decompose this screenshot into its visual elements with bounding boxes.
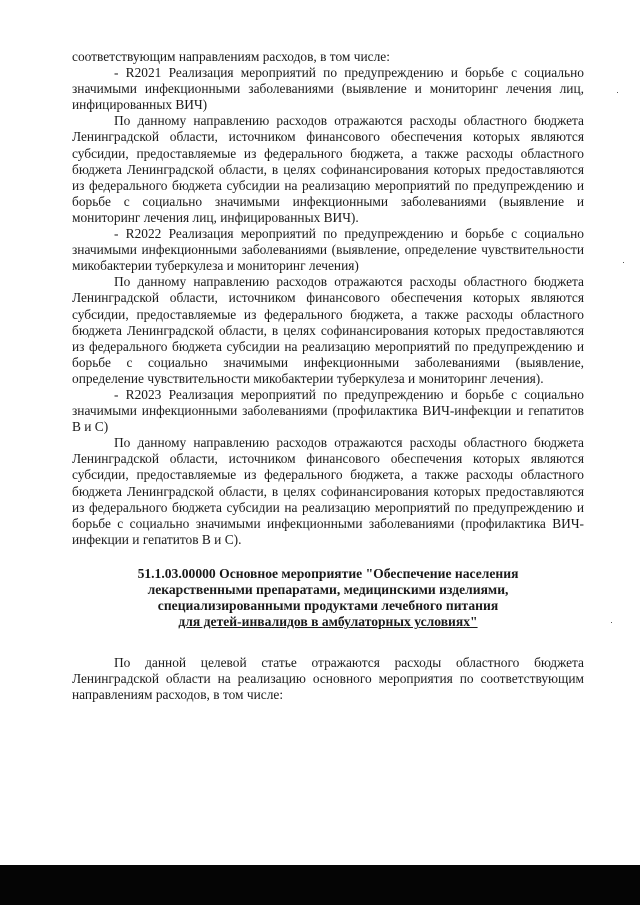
item-description-r2022: По данному направлению расходов отражаются расходы областного бюджета Ленинградской области, источником финансового обеспечения которых являются субсидии, предоставляемые из федерального бюджета, а также расходы областного бюджета Ленинградской области, в целях софинансирования которых предоставляются из федерального бюджета субсидии на реализацию мероприятий по предупреждению и борьбе с социально значимыми инфекционными заболеваниями (выявление, определение чувствительности микобактерии туберкулеза и мониторинг лечения). — [72, 274, 584, 386]
item-code-line-r2021: - R2021 Реализация мероприятий по предупреждению и борьбе с социально значимыми инфекционными заболеваниями (выявление и мониторинг лечения лиц, инфицированных ВИЧ) — [72, 65, 584, 113]
item-code-line-r2023: - R2023 Реализация мероприятий по предупреждению и борьбе с социально значимыми инфекционными заболеваниями (профилактика ВИЧ-инфекции и гепатитов В и С) — [72, 386, 584, 435]
intro-tail: соответствующим направлениям расходов, в том числе: — [72, 49, 390, 64]
scan-speck — [611, 622, 612, 623]
scan-speck — [617, 92, 618, 93]
section-heading — [72, 566, 584, 630]
scan-speck — [623, 262, 624, 263]
item-description-r2021: По данному направлению расходов отражаются расходы областного бюджета Ленинградской области, источником финансового обеспечения которых являются субсидии, предоставляемые из федерального бюджета, а также расходы областного бюджета Ленинградской области, в целях софинансирования которых предоставляются из федерального бюджета субсидии на реализацию мероприятий по предупреждению и борьбе с социально значимыми инфекционными заболеваниями (выявление и мониторинг лечения лиц, инфицированных ВИЧ). — [72, 113, 584, 225]
section-text: По данной целевой статье отражаются расходы областного бюджета Ленинградской области на реализацию основного мероприятия по соответствующим направлениям расходов, в том числе: — [72, 655, 584, 703]
item-description-r2023: По данному направлению расходов отражаются расходы областного бюджета Ленинградской области, источником финансового обеспечения которых являются субсидии, предоставляемые из федерального бюджета, а также расходы областного бюджета Ленинградской области, в целях софинансирования которых предоставляются из федерального бюджета субсидии на реализацию мероприятий по предупреждению и борьбе с социально значимыми инфекционными заболеваниями (профилактика ВИЧ-инфекции и гепатитов В и С). — [72, 435, 584, 547]
section-heading-line: лекарственными препаратами, медицинскими изделиями, — [147, 582, 509, 597]
scan-bottom-edge — [0, 865, 640, 905]
section-heading-line: 51.1.03.00000 Основное мероприятие "Обеспечение населения — [137, 565, 519, 581]
section-heading-line: специализированными продуктами лечебного питания — [157, 598, 499, 614]
item-code-line-r2022: - R2022 Реализация мероприятий по предупреждению и борьбе с социально значимыми инфекционными заболеваниями (выявление, определение чувствительности микобактерии туберкулеза и мониторинг лечения) — [72, 226, 584, 274]
document-body — [72, 49, 584, 704]
section-heading-line: для детей-инвалидов в амбулаторных условиях" — [178, 614, 478, 630]
